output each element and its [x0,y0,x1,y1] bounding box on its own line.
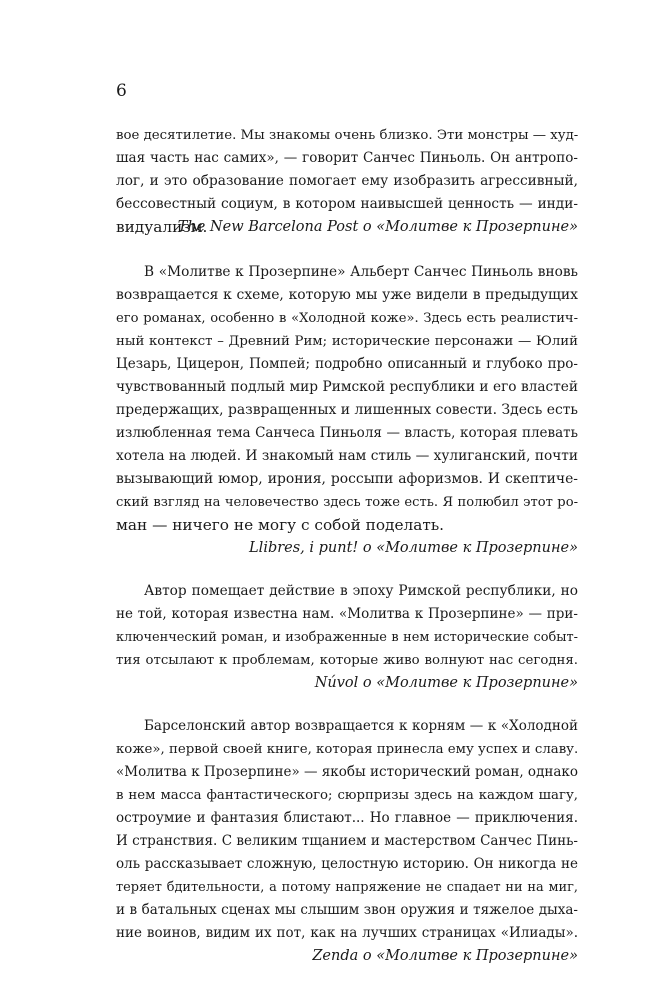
page-content [116,124,578,968]
review-block [116,715,578,968]
text-line: лог, и это образование помогает ему изобразить агрессивный, [116,173,578,189]
text-line: не той, которая известна нам. «Молитва к Прозерпине» — при- [116,606,578,622]
review-attribution: Llibres, i punt! о «Молитве к Прозерпине» [249,540,578,556]
text-line: шая часть нас самих», — говорит Санчес Пиньоль. Он антропо- [116,150,578,166]
text-line: излюбленная тема Санчеса Пиньоля — власть, которая плевать [116,425,578,441]
text-line: теряет бдительности, а потому напряжение не спадает ни на миг, [116,880,578,895]
text-line: коже», первой своей книге, которая принесла ему успех и славу. [116,742,579,757]
text-line: и в батальных сценах мы слышим звон оружия и тяжелое дыха- [116,902,578,918]
text-line: «Молитва к Прозерпине» — якобы исторический роман, однако [116,764,578,780]
text-line: В «Молитве к Прозерпине» Альберт Санчес Пиньоль вновь [144,264,578,280]
review-block [116,124,578,239]
text-line: видуализм. [116,218,208,236]
review-attribution: The New Barcelona Post о «Молитве к Прозерпине» [177,219,578,235]
text-line: в нем масса фантастического; сюрпризы здесь на каждом шагу, [116,788,578,803]
text-line: вызывающий юмор, ирония, россыпи афоризмов. И скептиче- [116,471,578,487]
page-number: 6 [116,81,127,101]
text-line: вое десятилетие. Мы знакомы очень близко. Эти монстры — худ- [116,128,579,143]
review-block [116,261,578,560]
text-line: оль рассказывает сложную, целостную историю. Он никогда не [116,856,578,872]
text-line: хотела на людей. И знакомый нам стиль — хулиганский, почти [116,448,578,464]
review-attribution: Zenda о «Молитве к Прозерпине» [312,948,578,964]
text-line: предержащих, развращенных и лишенных совести. Здесь есть [116,402,578,418]
text-line: остроумие и фантазия блистают... Но главное — приключения. [116,810,578,826]
text-line: Цезарь, Цицерон, Помпей; подробно описанный и глубоко про- [116,356,578,372]
text-line: ский взгляд на человечество здесь тоже есть. Я полюбил этот ро- [116,495,578,510]
text-line: Барселонский автор возвращается к корням — к «Холодной [144,718,578,734]
text-line: чувствованный подлый мир Римской республики и его властей [116,379,578,395]
text-line: ный контекст – Древний Рим; исторические персонажи — Юлий [116,334,578,349]
text-line: ние воинов, видим их пот, как на лучших страницах «Илиады». [116,925,578,941]
review-block [116,580,578,695]
text-line: тия отсылают к проблемам, которые живо волнуют нас сегодня. [116,653,578,668]
text-line: возвращается к схеме, которую мы уже видели в предыдущих [116,287,578,303]
text-line: ман — ничего не могу с собой поделать. [116,516,445,534]
text-line: И странствия. С великим тщанием и мастерством Санчес Пинь- [116,833,578,849]
text-line: Автор помещает действие в эпоху Римской республики, но [144,583,578,599]
text-line: ключенческий роман, и изображенные в нем исторические событ- [116,630,578,645]
review-attribution: Núvol о «Молитве к Прозерпине» [314,675,578,691]
text-line: бессовестный социум, в котором наивысшей ценность — инди- [116,196,578,212]
text-line: его романах, особенно в «Холодной коже». Здесь есть реалистич- [116,311,578,326]
